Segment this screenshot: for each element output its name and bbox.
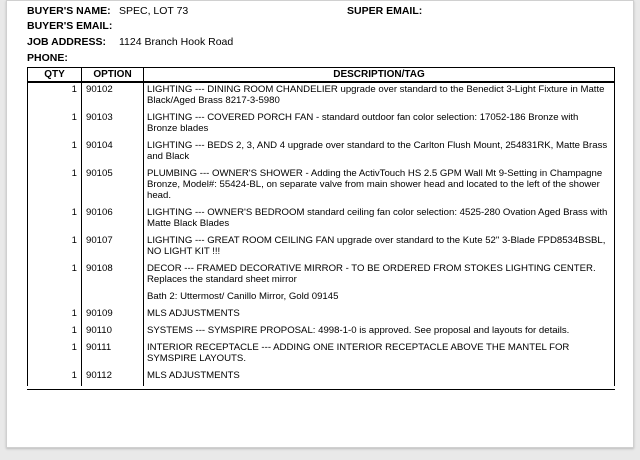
qty-cell: 1	[28, 82, 82, 111]
option-cell: 90109	[82, 307, 144, 324]
table-row	[28, 82, 615, 111]
description-text: LIGHTING --- COVERED PORCH FAN - standard outdoor fan color selection: 17052-186 Bronze with Bronze blades	[147, 112, 579, 134]
qty-cell: 1	[28, 341, 82, 369]
option-cell: 90105	[82, 167, 144, 206]
qty-cell: 1	[28, 324, 82, 341]
description-text: PLUMBING --- OWNER'S SHOWER - Adding the ActivTouch HS 2.5 GPM Wall Mt 9-Setting in Champagne Bronze, Model#: 55424-BL, on separate valve from main shower head and located to the left of the shower head.	[147, 168, 603, 201]
document-sheet	[6, 0, 634, 448]
buyer-email-row	[27, 20, 112, 32]
option-cell: 90108	[82, 262, 144, 307]
table-row	[28, 206, 615, 234]
phone-row	[27, 52, 68, 64]
description-text: MLS ADJUSTMENTS	[147, 308, 240, 319]
qty-header: QTY	[28, 68, 82, 83]
qty-cell: 1	[28, 206, 82, 234]
description-cell	[144, 167, 615, 206]
table-row	[28, 234, 615, 262]
buyer-name-value: SPEC, LOT 73	[119, 5, 189, 17]
table-row	[28, 341, 615, 369]
description-text: INTERIOR RECEPTACLE --- ADDING ONE INTERIOR RECEPTACLE ABOVE THE MANTEL FOR SYMSPIRE LAYOUTS.	[147, 342, 570, 364]
qty-cell: 1	[28, 139, 82, 167]
buyer-email-label: BUYER'S EMAIL:	[27, 20, 113, 32]
option-cell: 90107	[82, 234, 144, 262]
table-bottom-border	[27, 389, 615, 390]
description-cell	[144, 82, 615, 111]
option-cell: 90106	[82, 206, 144, 234]
job-address-row	[27, 36, 234, 48]
job-address-label: JOB ADDRESS:	[27, 36, 106, 48]
table-header-row	[28, 68, 615, 83]
super-email-row	[347, 5, 422, 17]
qty-cell: 1	[28, 369, 82, 386]
option-cell: 90104	[82, 139, 144, 167]
qty-cell: 1	[28, 111, 82, 139]
description-cell	[144, 324, 615, 341]
option-header: OPTION	[82, 68, 144, 83]
buyer-name-label: BUYER'S NAME:	[27, 5, 111, 17]
description-cell	[144, 206, 615, 234]
description-text: LIGHTING --- BEDS 2, 3, AND 4 upgrade over standard to the Carlton Flush Mount, 254831RK, Matte Brass and Black	[147, 140, 608, 162]
description-subtext: Bath 2: Uttermost/ Canillo Mirror, Gold 09145	[147, 291, 339, 302]
description-cell	[144, 111, 615, 139]
qty-cell: 1	[28, 307, 82, 324]
description-text: DECOR --- FRAMED DECORATIVE MIRROR - TO BE ORDERED FROM STOKES LIGHTING CENTER. Replaces the standard sheet mirror	[147, 263, 596, 285]
description-text: SYSTEMS --- SYMSPIRE PROPOSAL: 4998-1-0 is approved. See proposal and layouts for details.	[147, 325, 570, 336]
table-row	[28, 111, 615, 139]
options-table	[27, 67, 615, 386]
table-row	[28, 369, 615, 386]
job-address-value: 1124 Branch Hook Road	[119, 36, 234, 48]
description-cell	[144, 139, 615, 167]
option-cell: 90110	[82, 324, 144, 341]
description-cell	[144, 234, 615, 262]
description-text: LIGHTING --- GREAT ROOM CEILING FAN upgrade over standard to the Kute 52" 3-Blade FPD8534BSBL, NO LIGHT KIT !!!	[147, 235, 606, 257]
table-row	[28, 167, 615, 206]
table-row	[28, 139, 615, 167]
option-cell: 90111	[82, 341, 144, 369]
description-text: LIGHTING --- OWNER'S BEDROOM standard ceiling fan color selection: 4525-280 Ovation Aged Brass with Matte Black Blades	[147, 207, 608, 229]
description-cell	[144, 262, 615, 307]
table-row	[28, 324, 615, 341]
qty-cell: 1	[28, 167, 82, 206]
table-row	[28, 307, 615, 324]
option-cell: 90112	[82, 369, 144, 386]
description-text: MLS ADJUSTMENTS	[147, 370, 240, 381]
description-text: LIGHTING --- DINING ROOM CHANDELIER upgrade over standard to the Benedict 3-Light Fixture in Matte Black/Aged Brass 8217-3-5980	[147, 84, 605, 106]
description-cell	[144, 341, 615, 369]
description-cell	[144, 307, 615, 324]
option-cell: 90102	[82, 82, 144, 111]
table-row	[28, 262, 615, 307]
qty-cell: 1	[28, 234, 82, 262]
description-cell	[144, 369, 615, 386]
buyer-name-row	[27, 5, 189, 17]
phone-label: PHONE:	[27, 52, 68, 64]
option-cell: 90103	[82, 111, 144, 139]
description-header: DESCRIPTION/TAG	[144, 68, 615, 83]
qty-cell: 1	[28, 262, 82, 307]
super-email-label: SUPER EMAIL:	[347, 5, 423, 17]
